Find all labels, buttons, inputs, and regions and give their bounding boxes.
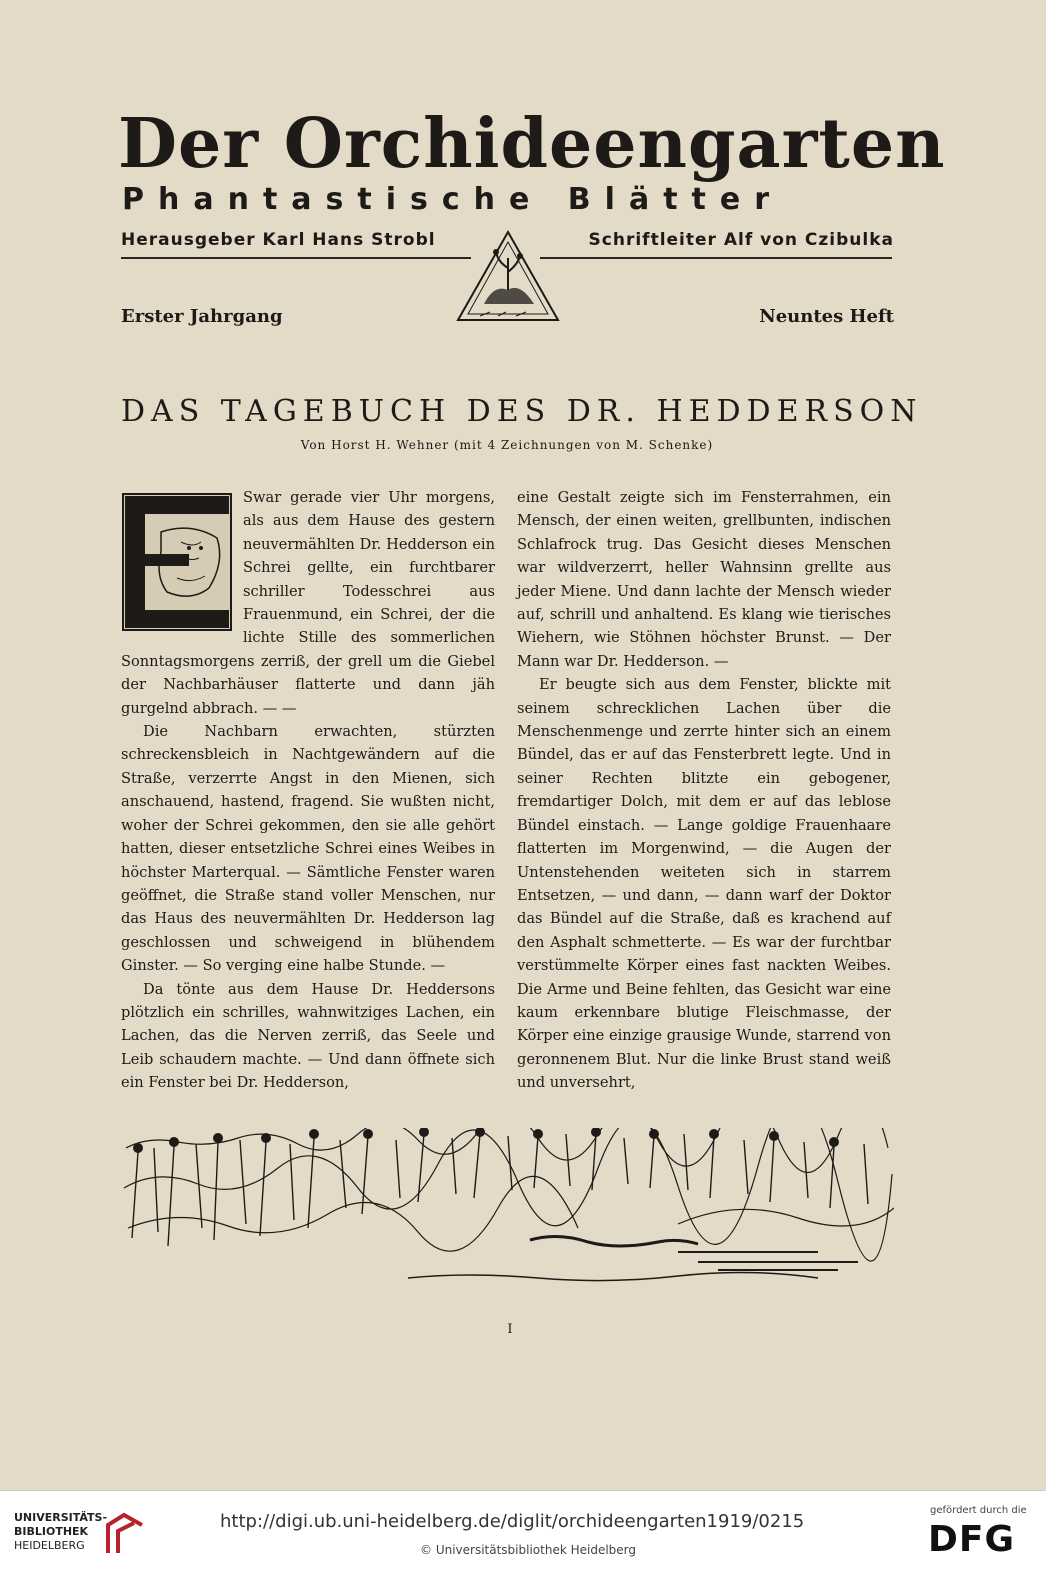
funding-note: gefördert durch die [930, 1505, 1027, 1516]
text-column-left [121, 486, 495, 1095]
paragraph: Da tönte aus dem Hause Dr. Heddersons plötzlich ein schrilles, wahnwitziges Lachen, ein Lachen, das die Nerven zerriß, das Seele und Leib schaudern machte. — Und dann öffnete sich ein Fenster bei Dr. Hedderson, [121, 980, 495, 1092]
magazine-subtitle: Phantastische Blätter [122, 182, 784, 217]
paragraph: Swar gerade vier Uhr morgens, als aus dem Hause des gestern neuvermählten Dr. Hedderson ein Schrei gellte, ein furchtbarer schriller Todesschrei aus Frauenmund, ein Schrei, der die lichte Stille des sommerlichen Sonntagsmorgens zerriß, der grell um die Giebel der Nachbarhäuser flatterte und dann jäh gurgelnd abbrach. — — [121, 489, 495, 717]
publisher-credit: Herausgeber Karl Hans Strobl [121, 230, 436, 250]
masthead-rule-left [121, 257, 471, 259]
page-number: I [507, 1322, 513, 1337]
masthead-rule-right [540, 257, 892, 259]
paragraph: Er beugte sich aus dem Fenster, blickte mit seinem schrecklichen Lachen über die Menschenmenge und zerrte hinter sich an einem Bündel, das er auf das Fensterbrett legte. Und in seiner Rechten blitzte ein gebogener, fremdartiger Dolch, mit dem er auf das leblose Bündel einstach. — Lange goldige Frauenhaare flatterten im Morgenwind, — die Augen der Untenstehenden weiteten sich in starrem Entsetzen, — und dann, — dann warf der Doktor das Bündel auf die Straße, daß es krachend auf den Asphalt schmetterte. — Es war der furchtbar verstümmelte Körper eines fast nackten Weibes. Die Arme und Beine fehlten, das Gesicht war eine kaum erkennbare blutige Fleischmasse, der Körper eine einzige grausige Wunde, starrend von geronnenem Blut. Nur die linke Brust stand weiß und unversehrt, [517, 676, 891, 1092]
paragraph: eine Gestalt zeigte sich im Fensterrahmen, ein Mensch, der einen weiten, grellbunten, indischen Schlafrock trug. Das Gesicht dieses Menschen war wildverzerrt, heller Wahnsinn grellte aus jeder Miene. Und dann lachte der Mensch wieder auf, schrill und anhaltend. Es klang wie tierisches Wiehern, wie Stöhnen höchster Brunst. — Der Mann war Dr. Hedderson. — [517, 489, 891, 670]
article-title: DAS TAGEBUCH DES DR. HEDDERSON [121, 394, 923, 429]
document-url-link[interactable]: http://digi.ub.uni-heidelberg.de/diglit/orchideengarten1919/0215 [220, 1511, 805, 1532]
editor-credit: Schriftleiter Alf von Czibulka [588, 230, 894, 250]
paragraph: Die Nachbarn erwachten, stürzten schreckensbleich in Nachtgewändern auf die Straße, verzerrte Angst in den Mienen, sich anschauend, hastend, fragend. Sie wußten nicht, woher der Schrei gekommen, den sie alle gehört hatten, dieser entsetzliche Schrei eines Weibes in höchster Marterqual. — Sämtliche Fenster waren geöffnet, die Straße stand voller Menschen, nur das Haus des neuvermählten Dr. Hedderson lag geschlossen und schweigend in blühendem Ginster. — So verging eine halbe Stunde. — [121, 723, 495, 975]
library-name-line: BIBLIOTHEK [14, 1525, 89, 1538]
copyright-notice: © Universitätsbibliothek Heidelberg [420, 1543, 637, 1557]
library-name-line: UNIVERSITÄTS- [14, 1511, 108, 1524]
library-name [14, 1511, 114, 1553]
footer-bar [0, 1490, 1046, 1572]
library-name-line: HEIDELBERG [14, 1539, 85, 1552]
dfg-logo: DFG [928, 1519, 1016, 1560]
magazine-title: Der Orchideengarten [118, 104, 946, 184]
issue-label: Neuntes Heft [759, 306, 894, 327]
volume-label: Erster Jahrgang [121, 306, 283, 327]
article-byline: Von Horst H. Wehner (mit 4 Zeichnungen von M. Schenke) [300, 438, 714, 452]
emblem-triangle-icon [454, 228, 562, 324]
drop-cap-e-illustration [121, 492, 233, 632]
library-logo-icon [102, 1509, 148, 1557]
crowd-illustration [118, 1128, 894, 1290]
text-column-right [517, 486, 891, 1095]
